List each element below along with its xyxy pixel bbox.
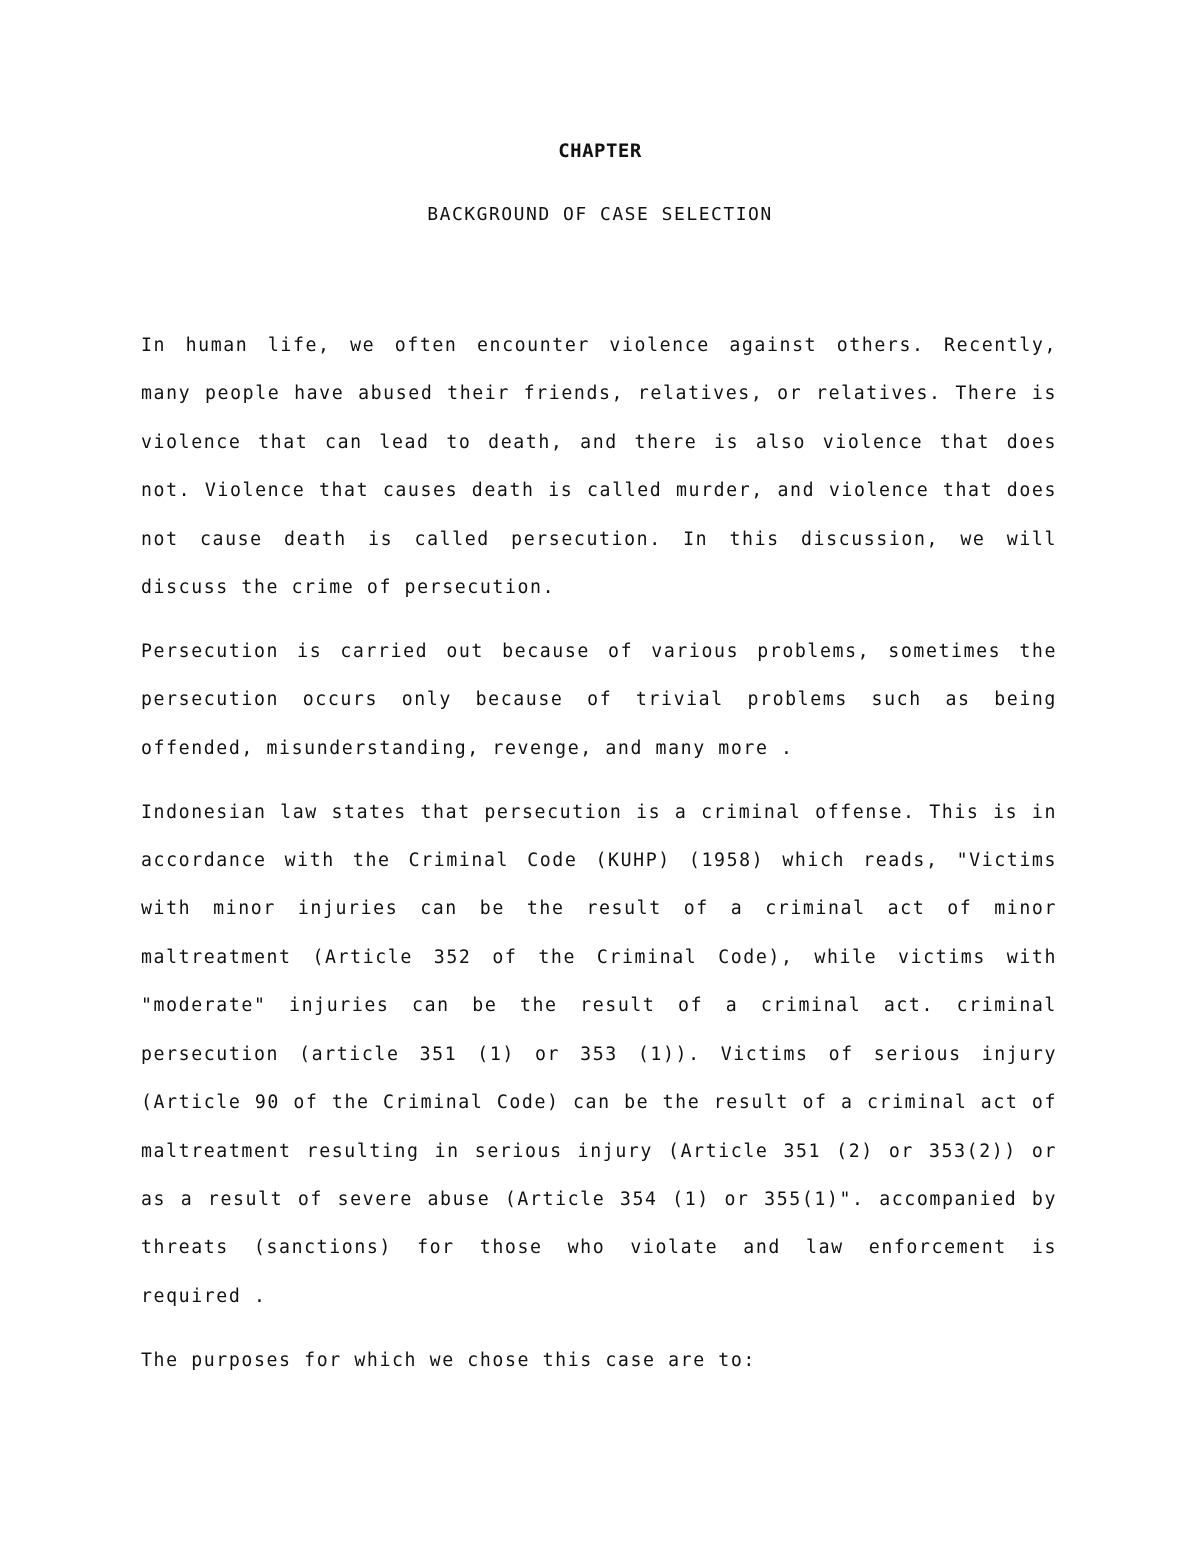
- paragraph-intro: In human life, we often encounter violence against others. Recently, many people have abused their friends, relatives, or relatives. There is violence that can lead to death, and there is also violence that does not. Violence that causes death is called murder, and violence that does not cause death is called persecution. In this discussion, we will discuss the crime of persecution.: [141, 335, 1057, 599]
- document-body: [141, 322, 1057, 1401]
- paragraph-law: Indonesian law states that persecution is a criminal offense. This is in accordance with the Criminal Code (KUHP) (1958) which reads, "Victims with minor injuries can be the result of a criminal act of minor maltreatment (Article 352 of the Criminal Code), while victims with "moderate" injuries can be the result of a criminal act. criminal persecution (article 351 (1) or 353 (1)). Victims of serious injury (Article 90 of the Criminal Code) can be the result of a criminal act of maltreatment resulting in serious injury (Article 351 (2) or 353(2)) or as a result of severe abuse (Article 354 (1) or 355(1)". accompanied by threats (sanctions) for those who violate and law enforcement is required .: [141, 801, 1057, 1307]
- paragraph-causes: Persecution is carried out because of various problems, sometimes the persecution occurs only because of trivial problems such as being offended, misunderstanding, revenge, and many more .: [141, 640, 1057, 759]
- section-title: BACKGROUND OF CASE SELECTION: [427, 204, 773, 225]
- paragraph-purposes: The purposes for which we chose this case are to:: [141, 1349, 756, 1371]
- chapter-title: CHAPTER: [558, 140, 642, 162]
